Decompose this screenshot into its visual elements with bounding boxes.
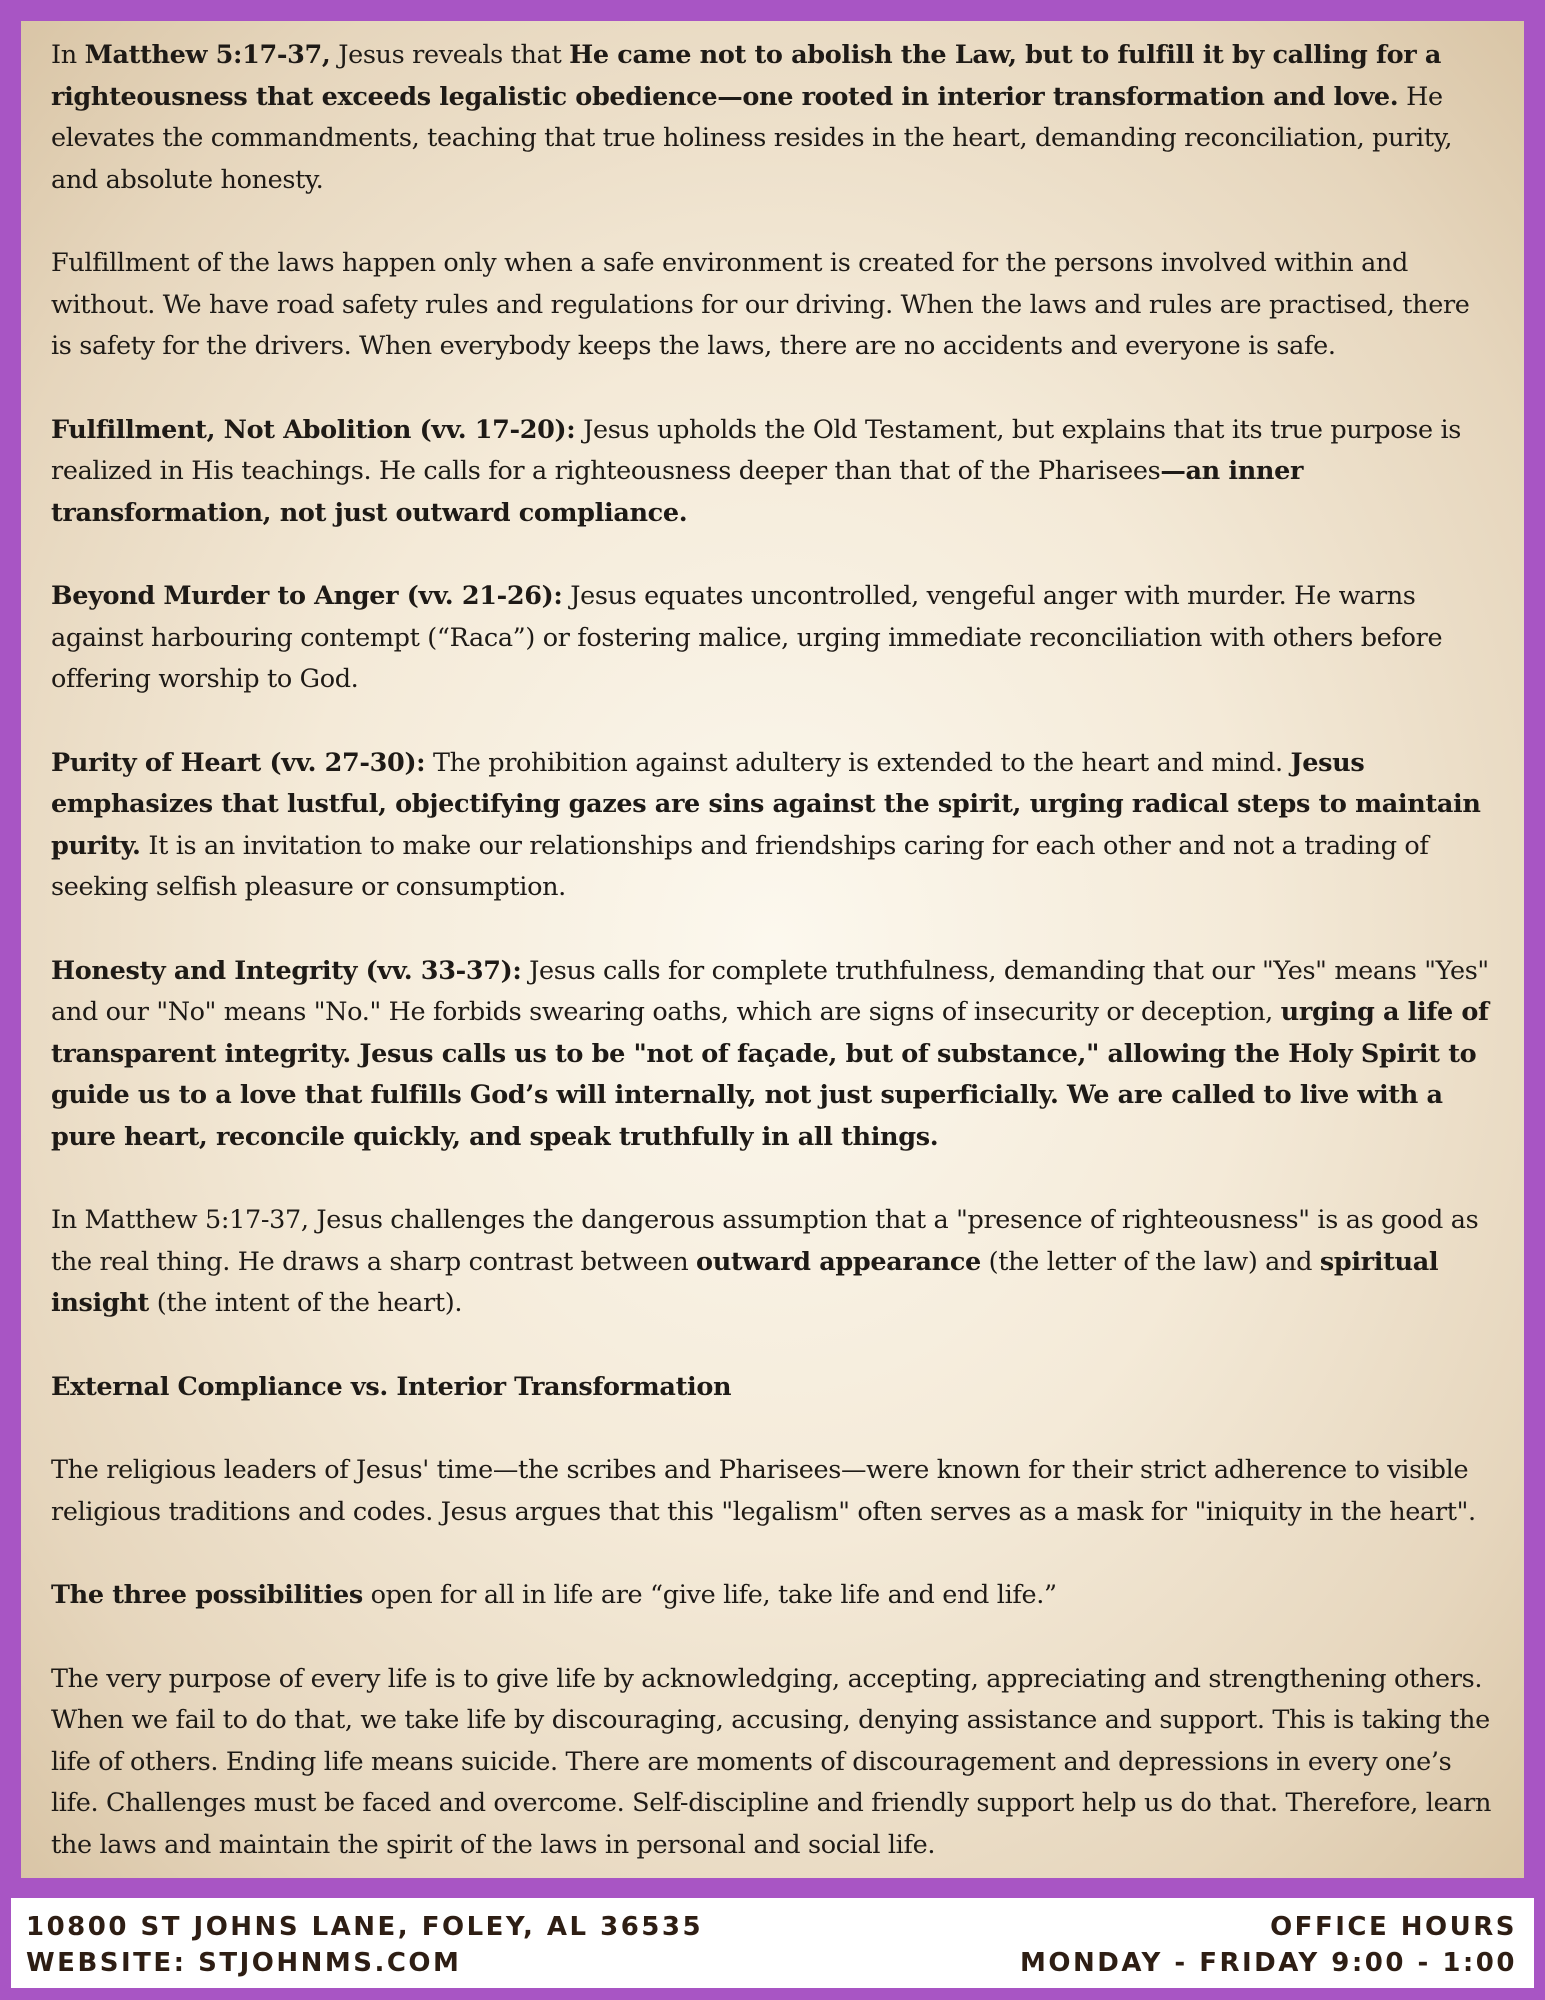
paragraph-road-safety: Fulfillment of the laws happen only when a safe environment is created for the persons involved within and without. We have road safety rules and regulations for our driving. When the laws and rules are practised, there is safety for the drivers. When everybody keeps the laws, there are no accidents and everyone is safe. (51, 248, 1470, 361)
paragraph-contrast: In Matthew 5:17-37, Jesus challenges the dangerous assumption that a "presence of righteousness" is as good as the real thing. He draws a sharp contrast between outward appearance (the letter of the law) and spiritual insight (the intent of the heart). (51, 1205, 1479, 1318)
section-heading-compliance: External Compliance vs. Interior Transformation (51, 1371, 732, 1402)
paragraph-intro: In Matthew 5:17-37, Jesus reveals that He came not to abolish the Law, but to fulfill it by calling for a righteousness that exceeds legalistic obedience—one rooted in interior transformation and love. He elevates the commandments, teaching that true holiness resides in the heart, demanding reconciliation, purity, and absolute honesty. (51, 40, 1453, 195)
section-heading-honesty: Honesty and Integrity (vv. 33-37): (51, 955, 522, 986)
footer-office-hours (1020, 1909, 1517, 1981)
paragraph-possibilities: The three possibilities open for all in life are “give life, take life and end life.” (51, 1580, 1057, 1610)
footer-contact (26, 1909, 703, 1981)
paragraph-purity: Purity of Heart (vv. 27-30): The prohibition against adultery is extended to the heart and mind. Jesus emphasizes that lustful, objectifying gazes are sins against the spirit, urging radical steps to maintain purity. It is an invitation to make our relationships and friendships caring for each other and not a trading of seeking selfish pleasure or consumption. (51, 747, 1481, 902)
section-heading-fulfillment: Fulfillment, Not Abolition (vv. 17-20): (51, 414, 576, 445)
office-hours-title: OFFICE HOURS (1270, 1912, 1517, 1942)
paragraph-fulfillment: Fulfillment, Not Abolition (vv. 17-20): Jesus upholds the Old Testament, but explains that its true purpose is realized in His teachings. He calls for a righteousness deeper than that of the Pharisees—an inner transformation, not just outward compliance. (51, 414, 1461, 528)
office-hours-times: MONDAY - FRIDAY 9:00 - 1:00 (1020, 1948, 1517, 1978)
footer-address: 10800 ST JOHNS LANE, FOLEY, AL 36535 (26, 1912, 704, 1942)
key-statement: He came not to abolish the Law, but to fulfill it by calling for a righteousness that exceeds legalistic obedience—one rooted in interior transformation and love. (51, 40, 1442, 112)
paragraph-purpose-of-life: The very purpose of every life is to give life by acknowledging, accepting, appreciating and strengthening others. When we fail to do that, we take life by discouraging, accusing, denying assistance and support. This is taking the life of others. Ending life means suicide. There are moments of discouragement and depressions in every one’s life. Challenges must be faced and overcome. Self-discipline and friendly support help us do that. Therefore, learn the laws and maintain the spirit of the laws in personal and social life. (51, 1663, 1492, 1860)
paragraph-honesty: Honesty and Integrity (vv. 33-37): Jesus calls for complete truthfulness, demanding that our "Yes" means "Yes" and our "No" means "No." He forbids swearing oaths, which are signs of insecurity or deception, urging a life of transparent integrity. Jesus calls us to be "not of façade, but of substance," allowing the Holy Spirit to guide us to a love that fulfills God’s will internally, not just superficially. We are called to live with a pure heart, reconcile quickly, and speak truthfully in all things. (51, 955, 1489, 1152)
paragraph-legalism: The religious leaders of Jesus' time—the scribes and Pharisees—were known for their strict adherence to visible religious traditions and codes. Jesus argues that this "legalism" often serves as a mask for "iniquity in the heart". (51, 1455, 1476, 1527)
section-heading-anger: Beyond Murder to Anger (vv. 21-26): (51, 581, 563, 611)
article-panel (21, 21, 1524, 1878)
footer-website-link[interactable]: WEBSITE: STJOHNMS.COM (26, 1948, 462, 1978)
footer-bar (11, 1898, 1534, 1988)
scripture-reference: Matthew 5:17-37, (84, 40, 331, 70)
section-heading-purity: Purity of Heart (vv. 27-30): (51, 747, 426, 778)
paragraph-anger: Beyond Murder to Anger (vv. 21-26): Jesus equates uncontrolled, vengeful anger with murder. He warns against harbouring contempt (“Raca”) or fostering malice, urging immediate reconciliation with others before offering worship to God. (51, 581, 1443, 694)
